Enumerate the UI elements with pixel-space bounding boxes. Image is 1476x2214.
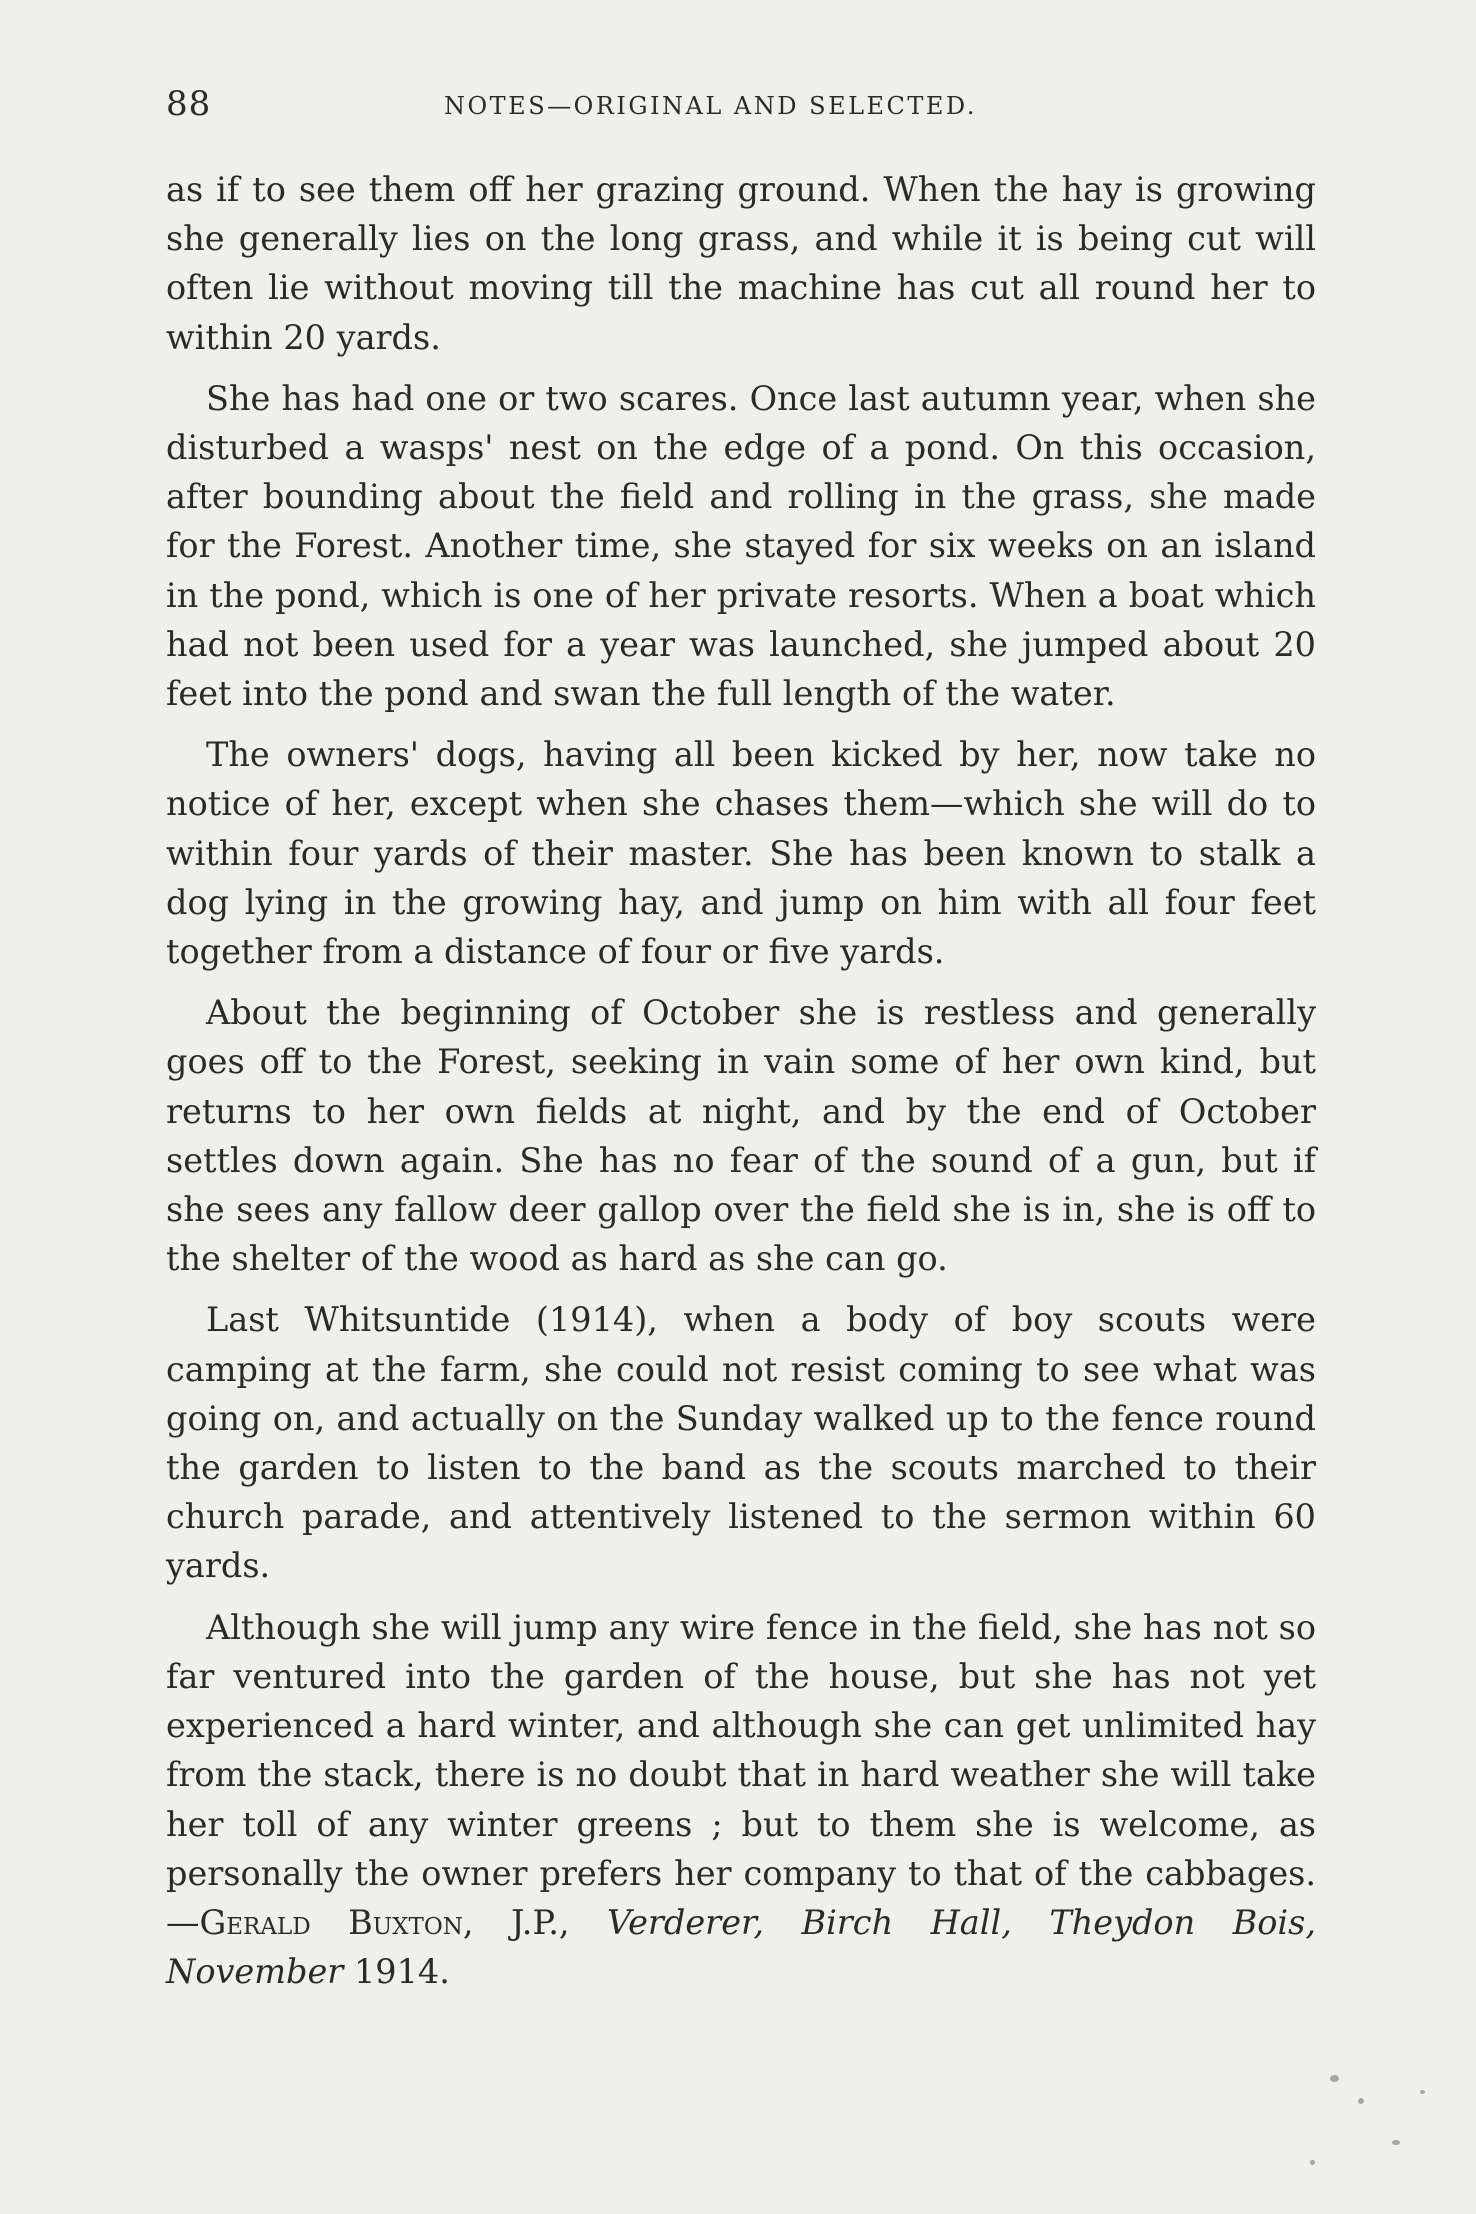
scan-speck — [1310, 2160, 1315, 2165]
page-number: 88 — [166, 84, 212, 124]
scan-speck — [1392, 2140, 1400, 2145]
paragraph: The owners' dogs, having all been kicked by her, now take no notice of her, except when she chases them—which she will do to within four yards of their master. She has been known to stalk a dog lying in the growing hay, and jump on him with all four feet together from a distance of four or five yards. — [166, 735, 1316, 972]
date-year: 1914. — [343, 1952, 450, 1992]
paragraph: as if to see them off her grazing ground. When the hay is growing she generally lies on the long grass, and while it is being cut will often lie without moving till the machine has cut all round her to within 20 yards. — [166, 170, 1316, 357]
signature-separator: , — [462, 1902, 511, 1942]
scan-speck — [1330, 2075, 1339, 2082]
author-title: J.P., — [510, 1902, 607, 1942]
paragraph: About the beginning of October she is restless and generally goes off to the Forest, seeking in vain some of her own kind, but returns to her own fields at night, and by the end of October settles down again. She has no fear of the sound of a gun, but if she sees any fallow deer gallop over the field she is in, she is off to the shelter of the wood as hard as she can go. — [166, 993, 1316, 1279]
paragraph: She has had one or two scares. Once last autumn year, when she disturbed a wasps' nest on the edge of a pond. On this occasion, after bounding about the field and rolling in the grass, she made for the Forest. Another time, she stayed for six weeks on an island in the pond, which is one of her private resorts. When a boat which had not been used for a year was launched, she jumped about 20 feet into the pond and swan the full length of the water. — [166, 378, 1316, 714]
scan-speck — [1420, 2090, 1425, 2094]
running-title: NOTES—ORIGINAL AND SELECTED. — [444, 92, 977, 120]
running-head — [166, 84, 1316, 124]
scan-speck — [1358, 2098, 1364, 2104]
author-signature: Gerald Buxton — [199, 1902, 463, 1942]
final-paragraph — [166, 1603, 1316, 1997]
author-role-place: Verderer, Birch Hall, Theydon Bois, November — [166, 1902, 1316, 1992]
paragraph-text: Although she will jump any wire fence in the field, she has not so far ventured into the garden of the house, but she has not yet experienced a hard winter, and although she can get unlimited hay from the stack, there is no doubt that in hard weather she will take her toll of any winter greens ; but to them she is welcome, as personally the owner prefers her company to that of the cabbages.— — [166, 1607, 1316, 1942]
body-text — [166, 165, 1316, 1996]
paragraph: Last Whitsuntide (1914), when a body of boy scouts were camping at the farm, she could not resist coming to see what was going on, and actually on the Sunday walked up to the fence round the garden to listen to the band as the scouts marched to their church parade, and attentively listened to the sermon within 60 yards. — [166, 1300, 1316, 1586]
